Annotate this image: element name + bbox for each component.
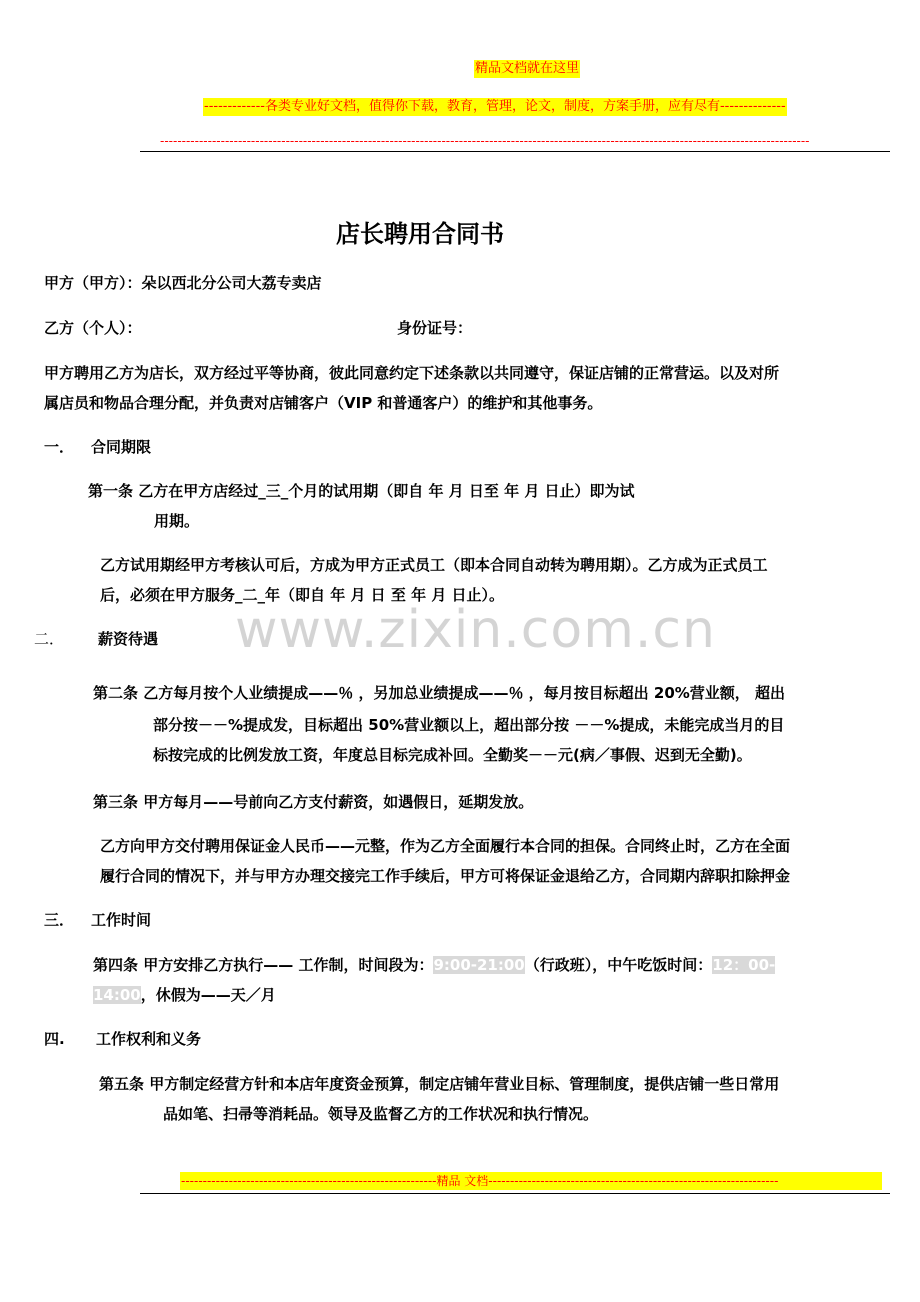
watermark: www.zixin.com.cn <box>235 600 716 660</box>
article-4-text-b: （行政班），中午吃饭时间： <box>524 956 713 974</box>
article-2-line-3: 标按完成的比例发放工资，年度总目标完成补回。全勤奖－－元(病／事假、迟到无全勤)。 <box>153 746 752 764</box>
intro-line-2: 属店员和物品合理分配，并负责对店铺客户（VIP 和普通客户）的维护和其他事务。 <box>44 394 603 412</box>
id-number-label: 身份证号： <box>397 319 473 337</box>
sub-banner: -------------各类专业好文档，值得你下载，教育，管理，论文，制度，方案手册，应有尽有-------------- <box>204 99 786 114</box>
sec1-para-line-1: 乙方试用期经甲方考核认可后，方成为甲方正式员工（即本合同自动转为聘用期）。乙方成为正式员工 <box>100 556 768 574</box>
article-1-line-2: 用期。 <box>154 512 200 530</box>
article-5-line-1: 第五条 甲方制定经营方针和本店年度资金预算，制定店铺年营业目标、管理制度，提供店铺一些日常用 <box>99 1075 780 1093</box>
party-a: 甲方（甲方）：朵以西北分公司大荔专卖店 <box>44 274 322 292</box>
header-rule <box>140 151 890 152</box>
work-hours: 9:00-21:00 <box>433 956 525 974</box>
article-1-line-1: 第一条 乙方在甲方店经过_三_个月的试用期（即自 年 月 日至 年 月 日止）即为试 <box>88 482 635 500</box>
article-4-line-2 <box>93 980 276 1010</box>
section-3-number: 三． <box>44 911 75 929</box>
article-2-line-2: 部分按－－%提成发，目标超出 50%营业额以上，超出部分按 －－%提成，未能完成当月的目 <box>153 716 785 734</box>
section-1-title: 合同期限 <box>91 438 152 456</box>
intro-line-1: 甲方聘用乙方为店长，双方经过平等协商，彼此同意约定下述条款以共同遵守，保证店铺的正常营运。以及对所 <box>44 364 780 382</box>
section-4-title: 工作权利和义务 <box>96 1030 202 1048</box>
article-5-line-2: 品如笔、扫帚等消耗品。领导及监督乙方的工作状况和执行情况。 <box>163 1105 599 1123</box>
lunch-time-start: 12：00- <box>712 956 776 974</box>
footer-rule <box>140 1193 890 1194</box>
sec1-para-line-2: 后，必须在甲方服务_二_年（即自 年 月 日 至 年 月 日止）。 <box>100 586 505 604</box>
section-3-title: 工作时间 <box>91 911 152 929</box>
section-2-title: 薪资待遇 <box>98 630 159 648</box>
article-4-text-a: 第四条 甲方安排乙方执行—— 工作制，时间段为： <box>93 956 434 974</box>
section-4-number: 四. <box>44 1030 65 1048</box>
header-dash-line: ------------------------------------------------------------------------------------------------------------------------------------------------------ <box>160 134 810 148</box>
section-2-number: 二． <box>34 630 65 648</box>
top-banner: 精品文档就在这里 <box>475 61 580 76</box>
document-title: 店长聘用合同书 <box>336 220 504 248</box>
article-4-text-c: ，休假为——天／月 <box>140 986 276 1004</box>
section-1-number: 一． <box>44 438 75 456</box>
sec2-para-line-2: 履行合同的情况下，并与甲方办理交接完工作手续后，甲方可将保证金退给乙方，合同期内辞职扣除押金 <box>100 867 791 885</box>
article-4-line-1 <box>93 950 775 980</box>
party-b-label: 乙方（个人）： <box>44 319 142 337</box>
lunch-time-end: 14:00 <box>93 986 141 1004</box>
footer-banner: -----------------------------------------------------------精品 文档------------------------------------------------------------------- <box>180 1172 882 1190</box>
article-3: 第三条 甲方每月——号前向乙方支付薪资，如遇假日，延期发放。 <box>93 793 534 811</box>
sec2-para-line-1: 乙方向甲方交付聘用保证金人民币——元整，作为乙方全面履行本合同的担保。合同终止时，乙方在全面 <box>100 837 791 855</box>
article-2-line-1: 第二条 乙方每月按个人业绩提成——％ ，另加总业绩提成——％ ，每月按目标超出 20%营业额， 超出 <box>93 684 786 702</box>
